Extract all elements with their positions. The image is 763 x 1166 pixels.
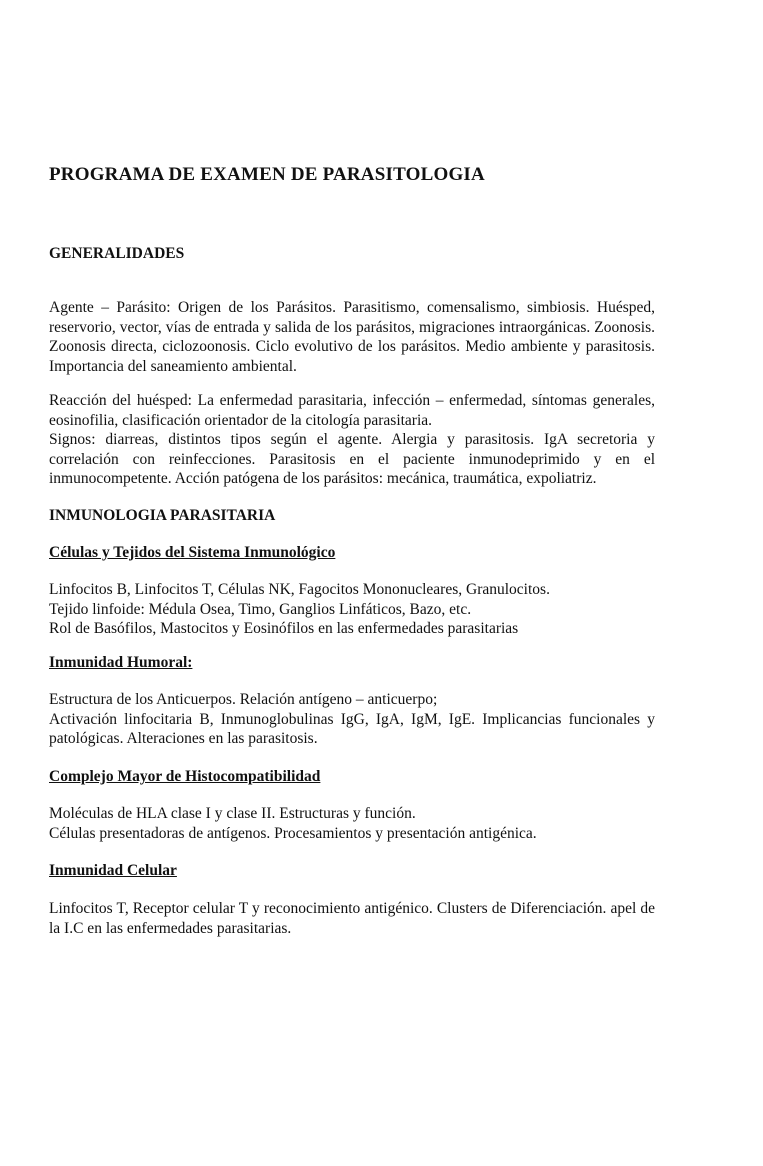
document-title: PROGRAMA DE EXAMEN DE PARASITOLOGIA [49,164,485,185]
humoral-line-1: Estructura de los Anticuerpos. Relación antígeno – anticuerpo; [49,691,438,708]
generalidades-text-3: Signos: diarreas, distintos tipos según el agente. Alergia y parasitosis. IgA secretoria y correlación con reinfecciones. Parasitosis en el paciente inmunodeprimido y en el inmunocompetente. Acción patógena de los parásitos: mecánica, traumática, expoliatriz. [49,431,655,487]
generalidades-heading: GENERALIDADES [49,245,185,262]
humoral-line-2: Activación linfocitaria B, Inmunoglobulinas IgG, IgA, IgM, IgE. Implicancias funcionales y patológicas. Alteraciones en las parasitosis. [49,710,655,747]
generalidades-text-1: Agente – Parásito: Origen de los Parásitos. Parasitismo, comensalismo, simbiosis. Huésped, reservorio, vector, vías de entrada y salida de los parásitos, migraciones intraorgánicas. Zoonosis. Zoonosis directa, ciclozoonosis. Ciclo evolutivo de los parásitos. Medio ambiente y parasitosis. Importancia del saneamiento ambiental. [49,299,655,375]
complejo-mayor-heading: Complejo Mayor de Histocompatibilidad [49,768,321,785]
inmunidad-humoral-subsection [49,654,655,672]
inmunidad-celular-content [49,899,655,938]
reaccion-huesped-paragraph [49,391,655,489]
generalidades-text-2: Reacción del huésped: La enfermedad parasitaria, infección – enfermedad, síntomas generales, eosinofilia, clasificación orientador de la citología parasitaria. [49,392,655,429]
inmunidad-humoral-heading: Inmunidad Humoral: [49,654,193,671]
celulas-line-2: Tejido linfoide: Médula Osea, Timo, Ganglios Linfáticos, Bazo, etc. [49,600,472,618]
complejo-mayor-content [49,804,655,843]
complejo-line-2: Células presentadoras de antígenos. Procesamientos y presentación antigénica. [49,824,537,842]
complejo-line-1: Moléculas de HLA clase I y clase II. Estructuras y función. [49,805,416,822]
celulas-line-1: Linfocitos B, Linfocitos T, Células NK, Fagocitos Mononucleares, Granulocitos. [49,581,550,598]
generalidades-paragraph-1 [49,298,655,376]
inmunologia-heading: INMUNOLOGIA PARASITARIA [49,507,276,524]
celulas-line-3: Rol de Basófilos, Mastocitos y Eosinófilos en las enfermedades parasitarias [49,620,519,637]
inmunidad-celular-subsection [49,862,655,880]
inmunidad-humoral-content [49,690,655,749]
complejo-mayor-subsection [49,768,655,786]
celular-line-1: Linfocitos T, Receptor celular T y reconocimiento antigénico. Clusters de Diferenciación. apel de la I.C en las enfermedades parasitarias. [49,900,655,937]
generalidades-section [49,245,655,263]
celulas-tejidos-content [49,580,655,639]
inmunidad-celular-heading: Inmunidad Celular [49,862,177,879]
celulas-tejidos-heading: Células y Tejidos del Sistema Inmunológico [49,544,336,561]
celulas-tejidos-subsection [49,544,655,562]
inmunologia-section [49,507,655,525]
